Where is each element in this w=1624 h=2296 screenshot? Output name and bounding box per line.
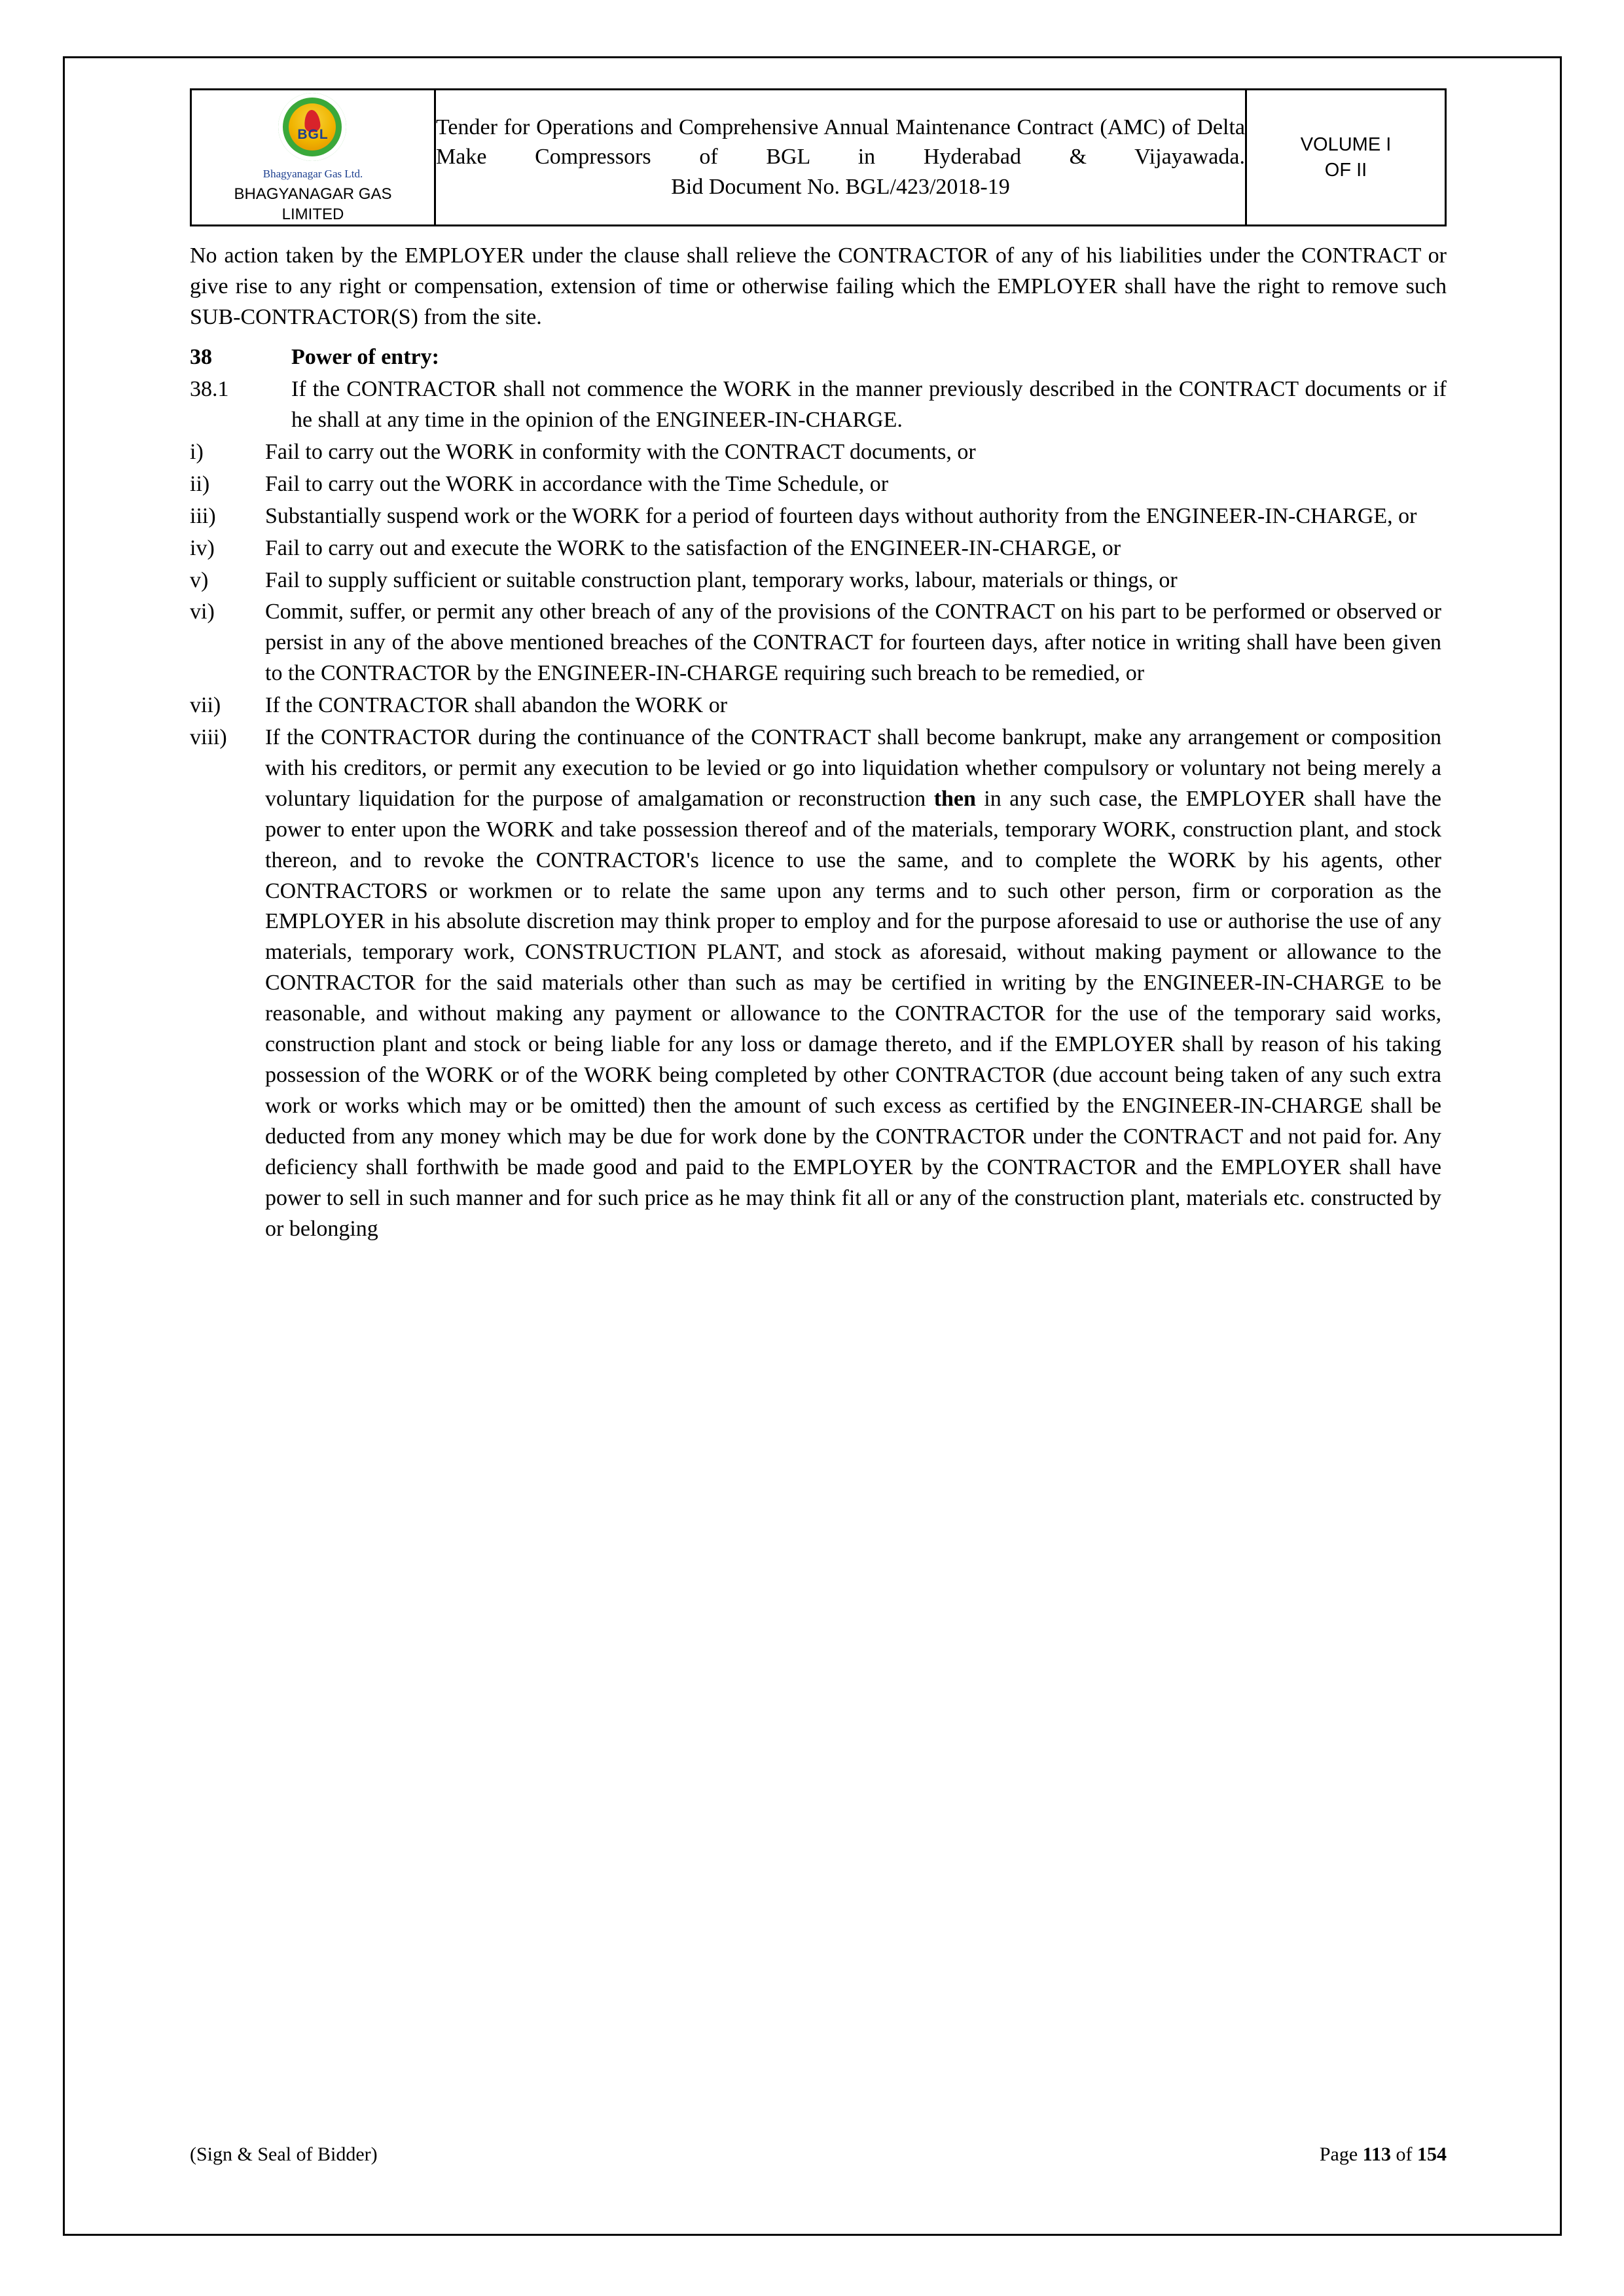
footer-of-label: of	[1396, 2144, 1413, 2165]
clause-38-title: Power of entry:	[291, 345, 439, 370]
clause-38-1	[190, 374, 1447, 436]
viii-part2: in any such case, the EMPLOYER shall have the power to enter upon the WORK and take possession thereof and of the materials, temporary WORK, construction plant, and stock thereon, and to revoke the CONTRACTOR's licence to use the same, and to complete the WORK by his agents, other CONTRACTORS or workmen or to relate the same upon any terms and to such other person, firm or corporation as the EMPLOYER in his absolute discretion may think proper to employ and for the purpose aforesaid to use or authorise the use of any materials, temporary work, CONSTRUCTION PLANT, and stock as aforesaid, without making payment or allowance to the CONTRACTOR for the said materials other than such as may be certified in writing by the ENGINEER-IN-CHARGE to be reasonable, and without making any payment or allowance to the CONTRACTOR for the use of the temporary said works, construction plant and stock or being liable for any loss or damage thereto, and if the EMPLOYER shall by reason of his taking possession of the WORK or of the WORK being completed by other CONTRACTOR (due account being taken of any such extra work or works which may or be omitted) then the amount of such excess as certified by the ENGINEER-IN-CHARGE shall be deducted from any money which may be due for work done by the CONTRACTOR under the CONTRACT and not paid for. Any deficiency shall forthwith be made good and paid to the EMPLOYER by the CONTRACTOR and the EMPLOYER shall have power to sell in such manner and for such price as he may think fit all or any of the construction plant, materials etc. constructed by or belonging	[265, 786, 1441, 1241]
header-bid-document-no: Bid Document No. BGL/423/2018-19	[671, 174, 1010, 199]
footer-page-label: Page	[1319, 2144, 1358, 2165]
company-name-line2: LIMITED	[281, 205, 344, 223]
clause-38-1-text: If the CONTRACTOR shall not commence the WORK in the manner previously described in the CONTRACT documents or if he shall at any time in the opinion of the ENGINEER-IN-CHARGE.	[291, 377, 1447, 432]
header-title-line3: Compressors of BGL in Hyderabad & Vijayawada.	[535, 144, 1245, 169]
list-text: If the CONTRACTOR shall abandon the WORK or	[265, 693, 728, 718]
list-text-viii	[265, 723, 1447, 1244]
list-item	[190, 565, 1447, 596]
list-marker: vii)	[190, 693, 221, 718]
list-item	[190, 437, 1447, 468]
viii-bold-then: then	[933, 786, 976, 811]
header-title-line1: Tender for Operations and Comprehensive Annual	[436, 115, 890, 139]
list-item	[190, 501, 1447, 532]
list-text: Commit, suffer, or permit any other breach of any of the provisions of the CONTRACT on his part to be performed or observed or persist in any of the above mentioned breaches of the CONTRACT for fourteen days, after notice in writing shall have been given to the CONTRACTOR by the ENGINEER-IN-CHARGE requiring such breach to be remedied, or	[265, 600, 1441, 686]
footer-total-pages: 154	[1417, 2144, 1447, 2165]
list-item	[190, 691, 1447, 721]
list-text: Fail to carry out the WORK in accordance with the Time Schedule, or	[265, 471, 889, 496]
list-text: Fail to carry out and execute the WORK to the satisfaction of the ENGINEER-IN-CHARGE, or	[265, 535, 1121, 560]
volume-line2: OF II	[1324, 159, 1367, 181]
viii-part1: If the CONTRACTOR during the continuance of the CONTRACT shall become bankrupt, make any arrangement or composition with his creditors, or permit any execution to be levied or go into liquidation whether compulsory or voluntary not being merely a voluntary liquidation for the purpose of amalgamation or reconstruction	[265, 725, 1441, 811]
list-item	[190, 533, 1447, 564]
volume-line1: VOLUME I	[1300, 134, 1392, 155]
header-logo-cell	[191, 90, 435, 226]
list-marker: i)	[190, 439, 204, 464]
page-content	[190, 88, 1447, 1244]
document-header-table	[190, 88, 1447, 226]
list-item-viii	[190, 723, 1447, 1244]
list-marker: iv)	[190, 535, 215, 560]
logo-tagline: Bhagyanagar Gas Ltd.	[262, 168, 363, 180]
document-body	[190, 241, 1447, 1244]
list-text: Substantially suspend work or the WORK for a period of fourteen days without authority from the ENGINEER-IN-CHARGE, or	[265, 503, 1417, 528]
list-marker: vi)	[190, 600, 215, 624]
header-title-cell	[435, 90, 1246, 226]
list-marker: ii)	[190, 471, 210, 496]
intro-paragraph: No action taken by the EMPLOYER under the clause shall relieve the CONTRACTOR of any of his liabilities under the CONTRACT or give rise to any right or compensation, extension of time or otherwise failing which the EMPLOYER shall have the right to remove such SUB-CONTRACTOR(S) from the site.	[190, 243, 1447, 330]
footer-sign-seal: (Sign & Seal of Bidder)	[190, 2144, 378, 2165]
footer-page-number	[1320, 2144, 1447, 2166]
clause-38-heading	[190, 342, 1447, 373]
clause-38-number: 38	[190, 345, 212, 370]
list-marker: iii)	[190, 503, 216, 528]
logo-mark-text: BGL	[297, 127, 329, 142]
header-volume-cell	[1246, 90, 1446, 226]
list-item	[190, 597, 1447, 689]
bgl-logo-icon	[264, 90, 362, 169]
list-marker: viii)	[190, 725, 227, 750]
clause-38-1-number: 38.1	[190, 377, 229, 402]
page-footer	[190, 2144, 1447, 2166]
list-item	[190, 469, 1447, 500]
footer-current-page: 113	[1362, 2144, 1391, 2165]
list-marker: v)	[190, 567, 209, 592]
company-name-line1: BHAGYANAGAR GAS	[234, 185, 392, 203]
header-title-line2: Maintenance Contract (AMC) of Delta Make	[436, 115, 1246, 169]
list-text: Fail to supply sufficient or suitable construction plant, temporary works, labour, materials or things, or	[265, 567, 1178, 592]
list-text: Fail to carry out the WORK in conformity with the CONTRACT documents, or	[265, 439, 976, 464]
